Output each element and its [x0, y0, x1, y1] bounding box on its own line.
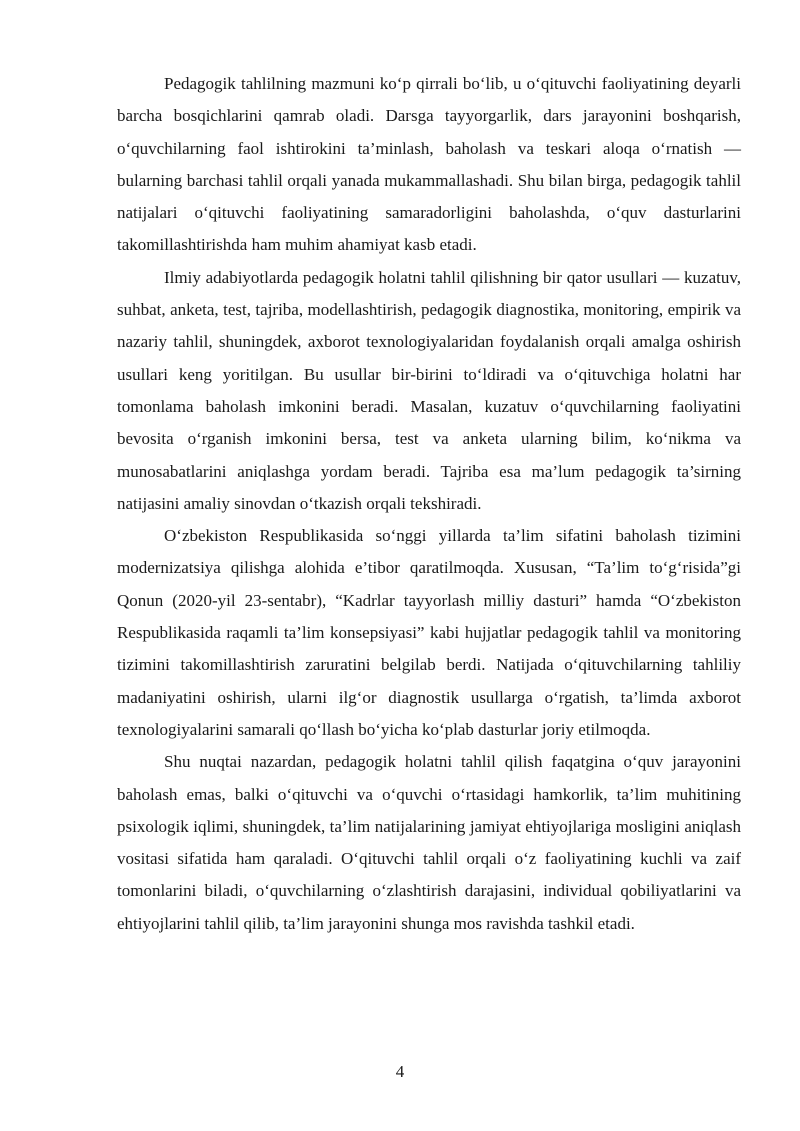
paragraph-4: Shu nuqtai nazardan, pedagogik holatni tahlil qilish faqatgina o‘quv jarayonini baholash emas, balki o‘qituvchi va o‘quvchi o‘rtasidagi hamkorlik, ta’lim muhitining psixologik iqlimi, shuningdek, ta’lim natijalarining jamiyat ehtiyojlariga mosligini aniqlash vositasi sifatida ham qaraladi. O‘qituvchi tahlil orqali o‘z faoliyatining kuchli va zaif tomonlarini biladi, o‘quvchilarning o‘zlashtirish darajasini, individual qobiliyatlarini va ehtiyojlarini tahlil qilib, ta’lim jarayonini shunga mos ravishda tashkil etadi. [117, 752, 741, 933]
body-text [117, 68, 741, 940]
paragraph-1: Pedagogik tahlilning mazmuni ko‘p qirrali bo‘lib, u o‘qituvchi faoliyatining deyarli barcha bosqichlarini qamrab oladi. Darsga tayyorgarlik, dars jarayonini boshqarish, o‘quvchilarning faol ishtirokini ta’minlash, baholash va teskari aloqa o‘rnatish — bularning barchasi tahlil orqali yanada mukammallashadi. Shu bilan birga, pedagogik tahlil natijalari o‘qituvchi faoliyatining samaradorligini baholashda, o‘quv dasturlarini takomillashtirishda ham muhim ahamiyat kasb etadi. [117, 74, 741, 255]
page-number: 4 [395, 1062, 405, 1081]
paragraph-3: O‘zbekiston Respublikasida so‘nggi yillarda ta’lim sifatini baholash tizimini modernizatsiya qilishga alohida e’tibor qaratilmoqda. Xususan, “Ta’lim to‘g‘risida”gi Qonun (2020-yil 23-sentabr), “Kadrlar tayyorlash milliy dasturi” hamda “O‘zbekiston Respublikasida raqamli ta’lim konsepsiyasi” kabi hujjatlar pedagogik tahlil va monitoring tizimini takomillashtirish zaruratini belgilab berdi. Natijada o‘qituvchilarning tahliliy madaniyatini oshirish, ularni ilg‘or diagnostik usullarga o‘rgatish, ta’limda axborot texnologiyalarini samarali qo‘llash bo‘yicha ko‘plab dasturlar joriy etilmoqda. [117, 526, 741, 739]
paragraph-2: Ilmiy adabiyotlarda pedagogik holatni tahlil qilishning bir qator usullari — kuzatuv, suhbat, anketa, test, tajriba, modellashtirish, pedagogik diagnostika, monitoring, empirik va nazariy tahlil, shuningdek, axborot texnologiyalaridan foydalanish orqali amalga oshirish usullari keng yoritilgan. Bu usullar bir-birini to‘ldiradi va o‘qituvchiga holatni har tomonlama baholash imkonini beradi. Masalan, kuzatuv o‘quvchilarning faoliyatini bevosita o‘rganish imkonini bersa, test va anketa ularning bilim, ko‘nikma va munosabatlarini aniqlashga yordam beradi. Tajriba esa ma’lum pedagogik ta’sirning natijasini amaliy sinovdan o‘tkazish orqali tekshiradi. [117, 267, 741, 513]
